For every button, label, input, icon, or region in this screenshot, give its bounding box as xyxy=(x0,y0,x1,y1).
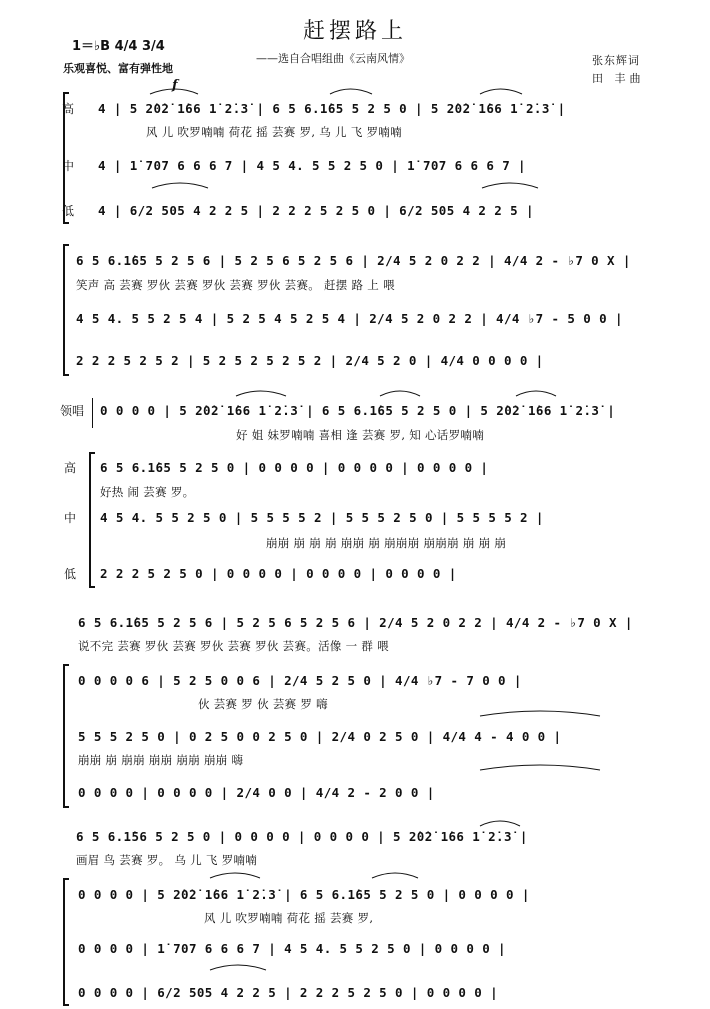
system-5-mid-notes: 0 0 0 0 | 1̇ 707 6 6 6 7 | 4 5 4. 5 5 2 5 0 | 0 0 0 0 | xyxy=(78,941,506,956)
system-1-mid-notes: 4 | 1̇ 707 6 6 6 7 | 4 5 4. 5 5 2 5 0 | 1̇ 707 6 6 6 7 | xyxy=(98,158,526,173)
system-2-high-notes: 6 5 6.1̇65 5 2 5 6 | 5 2 5 6 5 2 5 6 | 2/4 5 2 0 2 2 | 4/4 2 - ♭7 0 X | xyxy=(76,253,631,268)
composer-credit: 田 丰曲 xyxy=(592,72,645,85)
voice-label-lead: 领唱 xyxy=(60,404,85,418)
dynamic-marking: f xyxy=(172,78,178,93)
system-2-mid-notes: 4 5 4. 5 5 2 5 4 | 5 2 5 4 5 2 5 4 | 2/4 5 2 0 2 2 | 4/4 ♭7 - 5 0 0 | xyxy=(76,311,623,326)
system-4-mid-notes: 5 5 5 2 5 0 | 0 2 5 0 0 2 5 0 | 2/4 0 2 5 0 | 4/4 4 - 4 0 0 | xyxy=(78,729,562,744)
system-3-high-notes: 6 5 6.1̇65 5 2 5 0 | 0 0 0 0 | 0 0 0 0 | 0 0 0 0 | xyxy=(100,460,489,475)
voice-label-high: 高 xyxy=(62,102,75,116)
system-5-lead-notes: 6 5 6.1̇56 5 2 5 0 | 0 0 0 0 | 0 0 0 0 | 5 2̇0̇2̇ 1̇66 1̇ 2̇.3̇ | xyxy=(76,829,528,844)
song-subtitle: ——选自合唱组曲《云南风情》 xyxy=(256,52,410,65)
system-4-low-notes: 0 0 0 0 | 0 0 0 0 | 2/4 0 0 | 4/4 2 - 2 0 0 | xyxy=(78,785,435,800)
system-4-lead-notes: 6 5 6.1̇65 5 2 5 6 | 5 2 5 6 5 2 5 6 | 2/4 5 2 0 2 2 | 4/4 2 - ♭7 0 X | xyxy=(78,615,633,630)
system-5-high-notes: 0 0 0 0 | 5 2̇0̇2̇ 1̇66 1̇ 2̇.3̇ | 6 5 6.1̇65 5 2 5 0 | 0 0 0 0 | xyxy=(78,887,530,902)
lyricist-credit: 张东辉词 xyxy=(592,54,640,67)
system-5-high-lyrics: 风 儿 吹罗喃喃 荷花 摇 芸赛 罗, xyxy=(204,911,374,925)
system-5-lead-lyrics: 画眉 鸟 芸赛 罗。 乌 儿 飞 罗喃喃 xyxy=(76,853,258,867)
system-3-lead-notes: 0 0 0 0 | 5 2̇0̇2̇ 1̇66 1̇ 2̇.3̇ | 6 5 6.1̇65 5 2 5 0 | 5 2̇0̇2̇ 1̇66 1̇ 2̇.3̇ | xyxy=(100,403,616,418)
system-4-mid-lyrics: 崩崩 崩 崩崩 崩崩 崩崩 崩崩 嗨 xyxy=(78,753,244,767)
voice-label-mid-2: 中 xyxy=(64,511,77,525)
system-3-low-notes: 2 2 2 5 2 5 0 | 0 0 0 0 | 0 0 0 0 | 0 0 0 0 | xyxy=(100,566,457,581)
system-3-mid-lyrics: 崩崩 崩 崩 崩 崩崩 崩 崩崩崩 崩崩崩 崩 崩 崩 xyxy=(266,536,507,550)
voice-label-mid: 中 xyxy=(62,159,75,173)
system-2-low-notes: 2 2 2 5 2 5 2 | 5 2 5 2 5 2 5 2 | 2/4 5 2 0 | 4/4 0 0 0 0 | xyxy=(76,353,544,368)
song-title: 赶摆路上 xyxy=(302,19,407,44)
system-3-high-lyrics: 好热 闹 芸赛 罗。 xyxy=(100,485,195,499)
system-4-high-lyrics: 伙 芸赛 罗 伙 芸赛 罗 嗨 xyxy=(198,697,328,711)
system-3-lead-lyrics: 好 姐 妹罗喃喃 喜相 逢 芸赛 罗, 知 心话罗喃喃 xyxy=(236,428,484,442)
voice-label-high-2: 高 xyxy=(64,461,77,475)
system-1-high-notes: 4 | 5 2̇0̇2̇ 1̇66 1̇ 2̇.3̇ | 6 5 6.1̇65 5 2 5 0 | 5 2̇0̇2̇ 1̇66 1̇ 2̇.3̇ | xyxy=(98,101,566,116)
key-signature: 1＝♭B 4/4 3/4 xyxy=(72,39,165,54)
system-1-low-notes: 4 | 6/2 505 4 2 2 5 | 2 2 2 5 2 5 0 | 6/2 505 4 2 2 5 | xyxy=(98,203,534,218)
system-2-high-lyrics: 笑声 高 芸赛 罗伙 芸赛 罗伙 芸赛 罗伙 芸赛。 赶摆 路 上 喂 xyxy=(76,278,395,292)
voice-label-low-2: 低 xyxy=(64,567,77,581)
system-1-high-lyrics: 风 儿 吹罗喃喃 荷花 摇 芸赛 罗, 乌 儿 飞 罗喃喃 xyxy=(146,125,402,139)
tempo-marking: 乐观喜悦、富有弹性地 xyxy=(63,62,173,75)
system-5-low-notes: 0 0 0 0 | 6/2 505 4 2 2 5 | 2 2 2 5 2 5 0 | 0 0 0 0 | xyxy=(78,985,499,1000)
system-4-lead-lyrics: 说不完 芸赛 罗伙 芸赛 罗伙 芸赛 罗伙 芸赛。活像 一 群 喂 xyxy=(78,639,389,653)
system-3-mid-notes: 4 5 4. 5 5 2 5 0 | 5 5 5 5 2 | 5 5 5 2 5 0 | 5 5 5 5 2 | xyxy=(100,510,544,525)
system-4-high-notes: 0 0 0 0 6 | 5 2 5 0 0 6 | 2/4 5 2 5 0 | 4/4 ♭7 - 7 0 0 | xyxy=(78,673,522,688)
voice-label-low: 低 xyxy=(62,204,75,218)
